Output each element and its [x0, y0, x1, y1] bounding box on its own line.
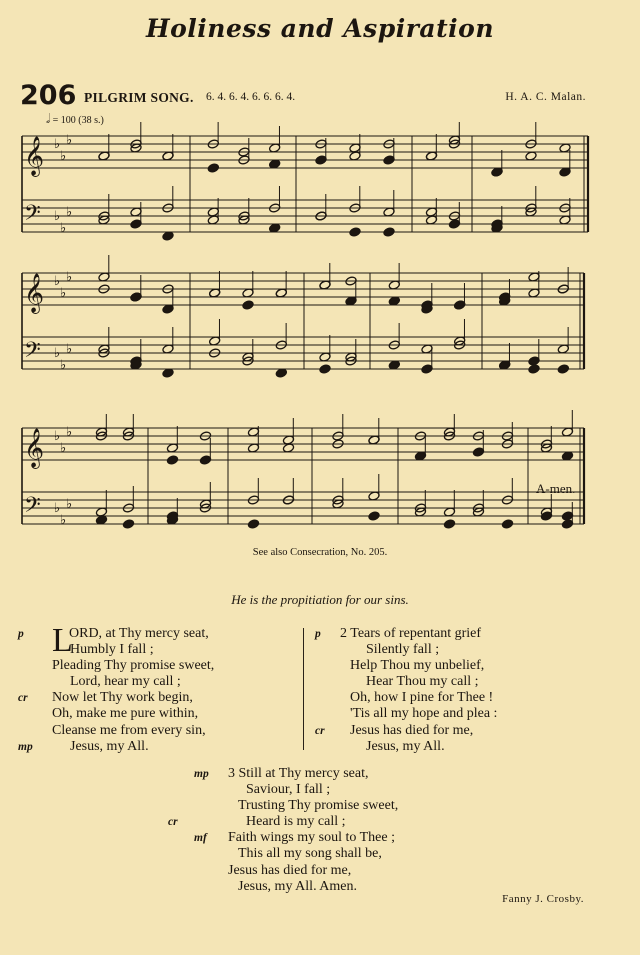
- flat-sign-icon: ♭: [60, 221, 67, 236]
- column-divider: [303, 628, 304, 750]
- stanza-2: [315, 626, 498, 755]
- line-text: Jesus, my All.: [366, 738, 445, 754]
- stanza-line: [52, 674, 214, 690]
- dynamic-marking: mp: [194, 768, 209, 780]
- note-head: [448, 219, 460, 229]
- note-head: [557, 364, 569, 374]
- flat-sign-icon: ♭: [66, 270, 73, 285]
- line-text: Faith wings my soul to Thee ;: [228, 830, 395, 846]
- stanza-3: [168, 766, 399, 895]
- note-head: [368, 511, 380, 521]
- dynamic-marking: p: [315, 628, 321, 640]
- flat-sign-icon: ♭: [66, 205, 73, 220]
- flat-sign-icon: ♭: [54, 274, 61, 289]
- stanza-line: [52, 723, 214, 739]
- stanza-line: [340, 706, 497, 722]
- dynamic-marking: cr: [18, 692, 28, 705]
- tempo-text: = 100 (38 s.): [52, 115, 104, 126]
- line-text: Heard is my call ;: [246, 814, 346, 830]
- line-text: Oh, make me pure within,: [52, 706, 199, 722]
- line-text: This all my song shall be,: [238, 846, 382, 862]
- dynamic-marking: cr: [168, 816, 178, 829]
- line-text: 3 Still at Thy mercy seat,: [228, 766, 369, 781]
- half-note-icon: 𝅗𝅥: [46, 111, 51, 126]
- note-head: [561, 511, 573, 521]
- stanza-line: [340, 674, 497, 690]
- note-head: [472, 447, 484, 457]
- flat-sign-icon: ♭: [60, 513, 67, 528]
- note-head: [383, 155, 395, 165]
- flat-sign-icon: ♭: [54, 429, 61, 444]
- note-head: [315, 155, 327, 165]
- note-head: [122, 519, 134, 529]
- line-text: ORD, at Thy mercy seat,: [69, 626, 209, 641]
- line-text: Jesus, my All.: [70, 738, 149, 754]
- note-head: [501, 519, 513, 529]
- bass-clef-icon: 𝄢: [24, 338, 41, 368]
- note-head: [166, 455, 178, 465]
- epigraph: He is the propitiation for our sins.: [231, 592, 409, 607]
- bass-clef-icon: 𝄢: [24, 201, 41, 231]
- bass-clef-icon: 𝄢: [24, 493, 41, 523]
- flat-sign-icon: ♭: [60, 286, 67, 301]
- line-text: 2 Tears of repentant grief: [340, 626, 482, 641]
- note-head: [242, 300, 254, 310]
- stanza-line: [228, 846, 398, 862]
- stanza-line: [52, 642, 214, 658]
- note-head: [319, 364, 331, 374]
- note-head: [528, 364, 540, 374]
- flat-sign-icon: ♭: [60, 149, 67, 164]
- line-text: Humbly I fall ;: [70, 642, 154, 658]
- stanza-line: [315, 722, 497, 739]
- line-text: Trusting Thy promise sweet,: [238, 798, 399, 814]
- line-text: Jesus has died for me,: [350, 722, 474, 738]
- flat-sign-icon: ♭: [66, 425, 73, 440]
- line-text: Lord, hear my call ;: [70, 674, 181, 690]
- dynamic-marking: cr: [315, 724, 325, 737]
- stanza-line: [228, 879, 398, 895]
- line-text: Cleanse me from every sin,: [52, 722, 206, 738]
- amen-label: A-men.: [536, 481, 576, 496]
- dynamic-marking: p: [18, 628, 24, 640]
- see-also-note: See also Consecration, No. 205.: [252, 547, 388, 558]
- flat-sign-icon: ♭: [54, 346, 61, 361]
- stanza-line: [194, 830, 398, 846]
- hymn-number: 206: [20, 80, 77, 111]
- note-head: [383, 227, 395, 237]
- note-head: [561, 519, 573, 529]
- stanza-line: [340, 658, 497, 674]
- note-head: [349, 227, 361, 237]
- dynamic-marking: mf: [194, 832, 207, 845]
- line-text: Oh, how I pine for Thee !: [350, 690, 494, 706]
- line-text: Pleading Thy promise sweet,: [52, 658, 215, 674]
- stanza-line: [340, 739, 497, 755]
- line-text: Silently fall ;: [366, 642, 440, 658]
- flat-sign-icon: ♭: [66, 342, 73, 357]
- stanza-line: [18, 738, 214, 755]
- note-head: [199, 455, 211, 465]
- note-head: [454, 300, 466, 310]
- flat-sign-icon: ♭: [66, 133, 73, 148]
- treble-clef-icon: 𝄞: [24, 136, 45, 176]
- stanza-line: [340, 690, 497, 706]
- stanza-line: [52, 658, 214, 674]
- flat-sign-icon: ♭: [66, 497, 73, 512]
- stanza-line: [228, 798, 398, 814]
- treble-clef-icon: 𝄞: [24, 428, 45, 468]
- tune-name: PILGRIM SONG.: [84, 90, 194, 105]
- line-text: Saviour, I fall ;: [246, 782, 331, 798]
- note-head: [443, 519, 455, 529]
- note-head: [247, 519, 259, 529]
- line-text: Jesus has died for me,: [228, 862, 352, 878]
- drop-cap: L: [52, 622, 73, 659]
- line-text: Help Thou my unbelief,: [350, 658, 485, 674]
- meter: 6. 4. 6. 4. 6. 6. 6. 4.: [206, 91, 296, 103]
- note-head: [528, 356, 540, 366]
- line-text: 'Tis all my hope and plea :: [350, 706, 498, 722]
- stanza-line: [340, 642, 497, 658]
- author: Fanny J. Crosby.: [502, 893, 584, 905]
- line-text: Hear Thou my call ;: [366, 674, 479, 690]
- stanza-line: [315, 626, 497, 642]
- flat-sign-icon: ♭: [60, 441, 67, 456]
- flat-sign-icon: ♭: [60, 358, 67, 373]
- stanza-1: [18, 622, 215, 755]
- line-text: Now let Thy work begin,: [52, 690, 193, 706]
- treble-clef-icon: 𝄞: [24, 273, 45, 313]
- note-head: [130, 219, 142, 229]
- stanza-line: [52, 706, 214, 722]
- note-head: [421, 364, 433, 374]
- stanza-line: [168, 814, 398, 830]
- composer: H. A. C. Malan.: [505, 91, 586, 103]
- stanza-line: [194, 766, 398, 782]
- dynamic-marking: mp: [18, 740, 33, 753]
- section-title: Holiness and Aspiration: [146, 14, 494, 43]
- flat-sign-icon: ♭: [54, 137, 61, 152]
- flat-sign-icon: ♭: [54, 501, 61, 516]
- note-head: [130, 292, 142, 302]
- stanza-line: [228, 863, 398, 879]
- line-text: Jesus, my All. Amen.: [238, 878, 358, 894]
- flat-sign-icon: ♭: [54, 209, 61, 224]
- stanza-line: [228, 782, 398, 798]
- note-head: [207, 163, 219, 173]
- stanza-line: [18, 690, 214, 706]
